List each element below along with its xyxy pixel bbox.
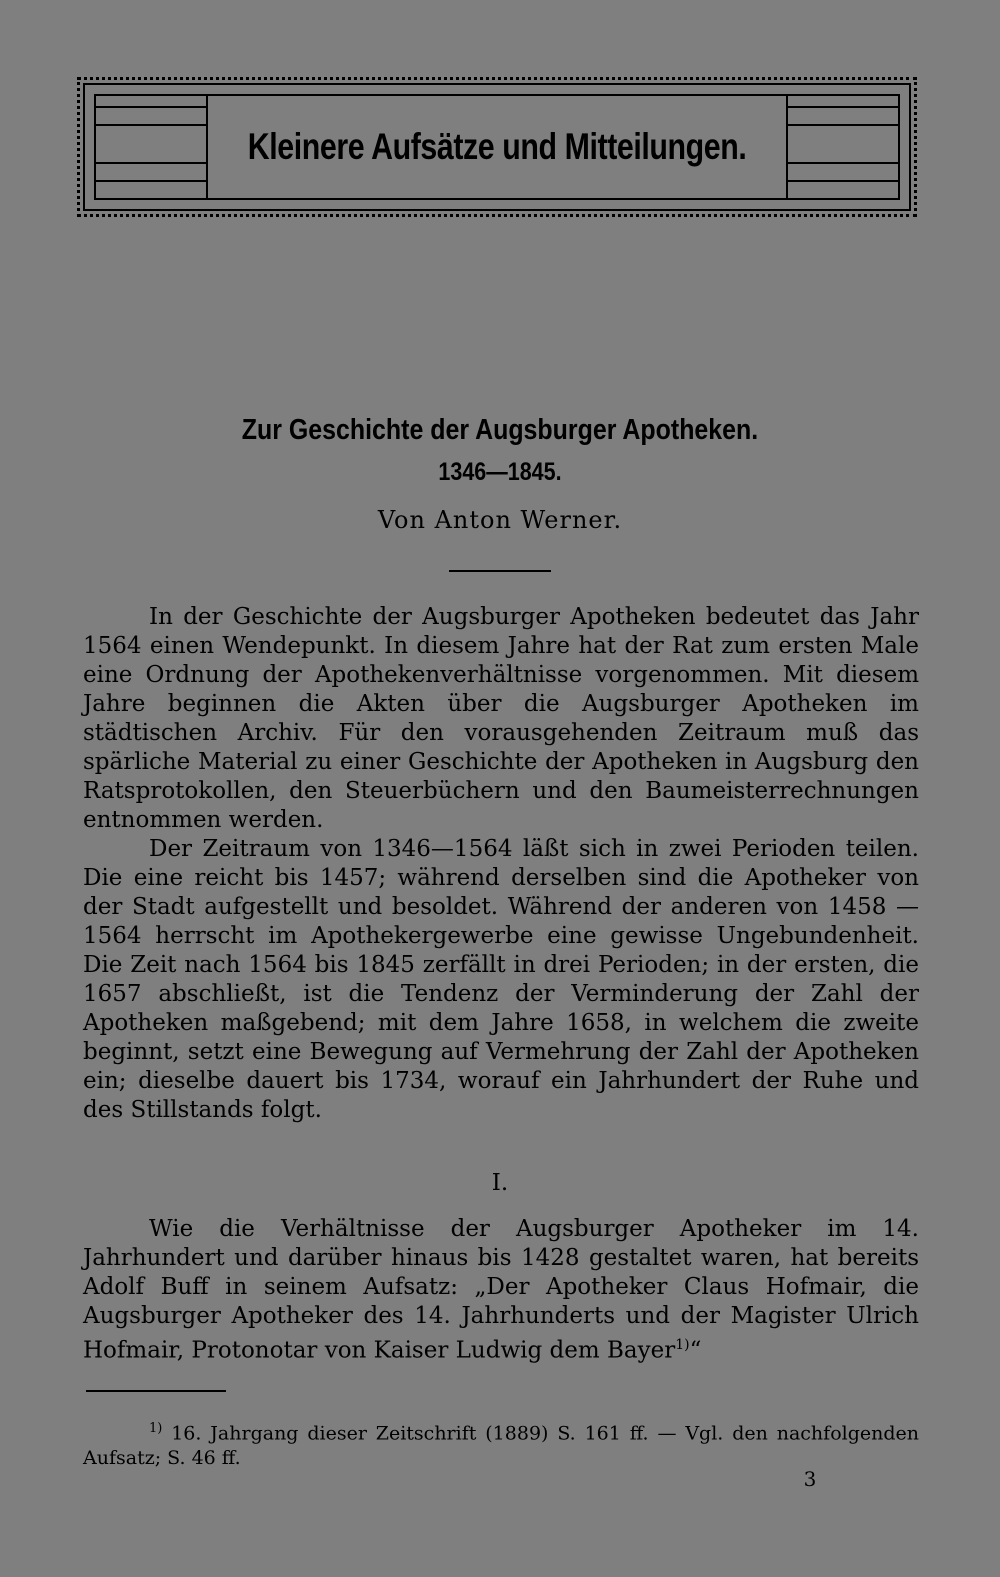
section-title-frame [210,96,784,198]
intro-text [83,603,919,1125]
section-text [83,1215,919,1366]
article-author: Von Anton Werner. [377,506,623,534]
footnote-divider [86,1390,226,1392]
left-ornament-rules [96,96,208,198]
footnote-reference: 1) [675,1337,690,1353]
article-dates: 1346—1845. [438,458,562,486]
closing-quote: “ [689,1337,702,1364]
paragraph-1: In der Geschichte der Augsburger Apotheken bedeutet das Jahr 1564 einen Wendepunkt. In diesem Jahre hat der Rat zum ersten Male eine Ordnung der Apothekenverhältnisse vorgenommen. Mit diesem Jahre beginnen die Akten über die Augsburger Apotheken im städtischen Archiv. Für den vorausgehenden Zeitraum muß das spärliche Material zu einer Geschichte der Apotheken in Augsburg den Ratsprotokollen, den Steuerbüchern und den Baumeisterrechnungen entnommen werden. [83,604,919,833]
title-divider [449,570,551,572]
right-ornament-rules [786,96,898,198]
article-title: Zur Geschichte der Augsburger Apotheken. [241,414,759,446]
section-header-frame [77,77,917,217]
footnote-text: 16. Jahrgang dieser Zeitschrift (1889) S. 161 ff. — Vgl. den nachfolgenden Aufsatz; S. 46 ff. [83,1422,919,1470]
section-title: Kleinere Aufsätze und Mitteilungen. [247,126,747,167]
page-number: 3 [803,1467,817,1491]
section-number: I. [491,1170,509,1196]
footnote-marker: 1) [149,1421,163,1436]
paragraph-2: Der Zeitraum von 1346—1564 läßt sich in zwei Perioden teilen. Die eine reicht bis 1457; während derselben sind die Apotheker von der Stadt aufgestellt und besoldet. Während der anderen von 1458 — 1564 herrscht im Apothekergewerbe eine gewisse Ungebundenheit. Die Zeit nach 1564 bis 1845 zerfällt in drei Perioden; in der ersten, die 1657 abschließt, ist die Tendenz der Verminderung der Zahl der Apotheken maßgebend; mit dem Jahre 1658, in welchem die zweite beginnt, setzt eine Bewegung auf Vermehrung der Zahl der Apotheken ein; dieselbe dauert bis 1734, worauf ein Jahrhundert der Ruhe und des Stillstands folgt. [83,836,919,1123]
footnote [83,1416,919,1471]
paragraph-3-text: Wie die Verhältnisse der Augsburger Apotheker im 14. Jahrhundert und darüber hinaus bis 1428 gestaltet waren, hat bereits Adolf Buff in seinem Aufsatz: „Der Apotheker Claus Hofmair, die Augsburger Apotheker des 14. Jahrhunderts und der Magister Ulrich Hofmair, Protonotar von Kaiser Ludwig dem Bayer [83,1216,919,1364]
paragraph-3 [83,1215,919,1366]
section-header-inner-frame [94,94,900,200]
